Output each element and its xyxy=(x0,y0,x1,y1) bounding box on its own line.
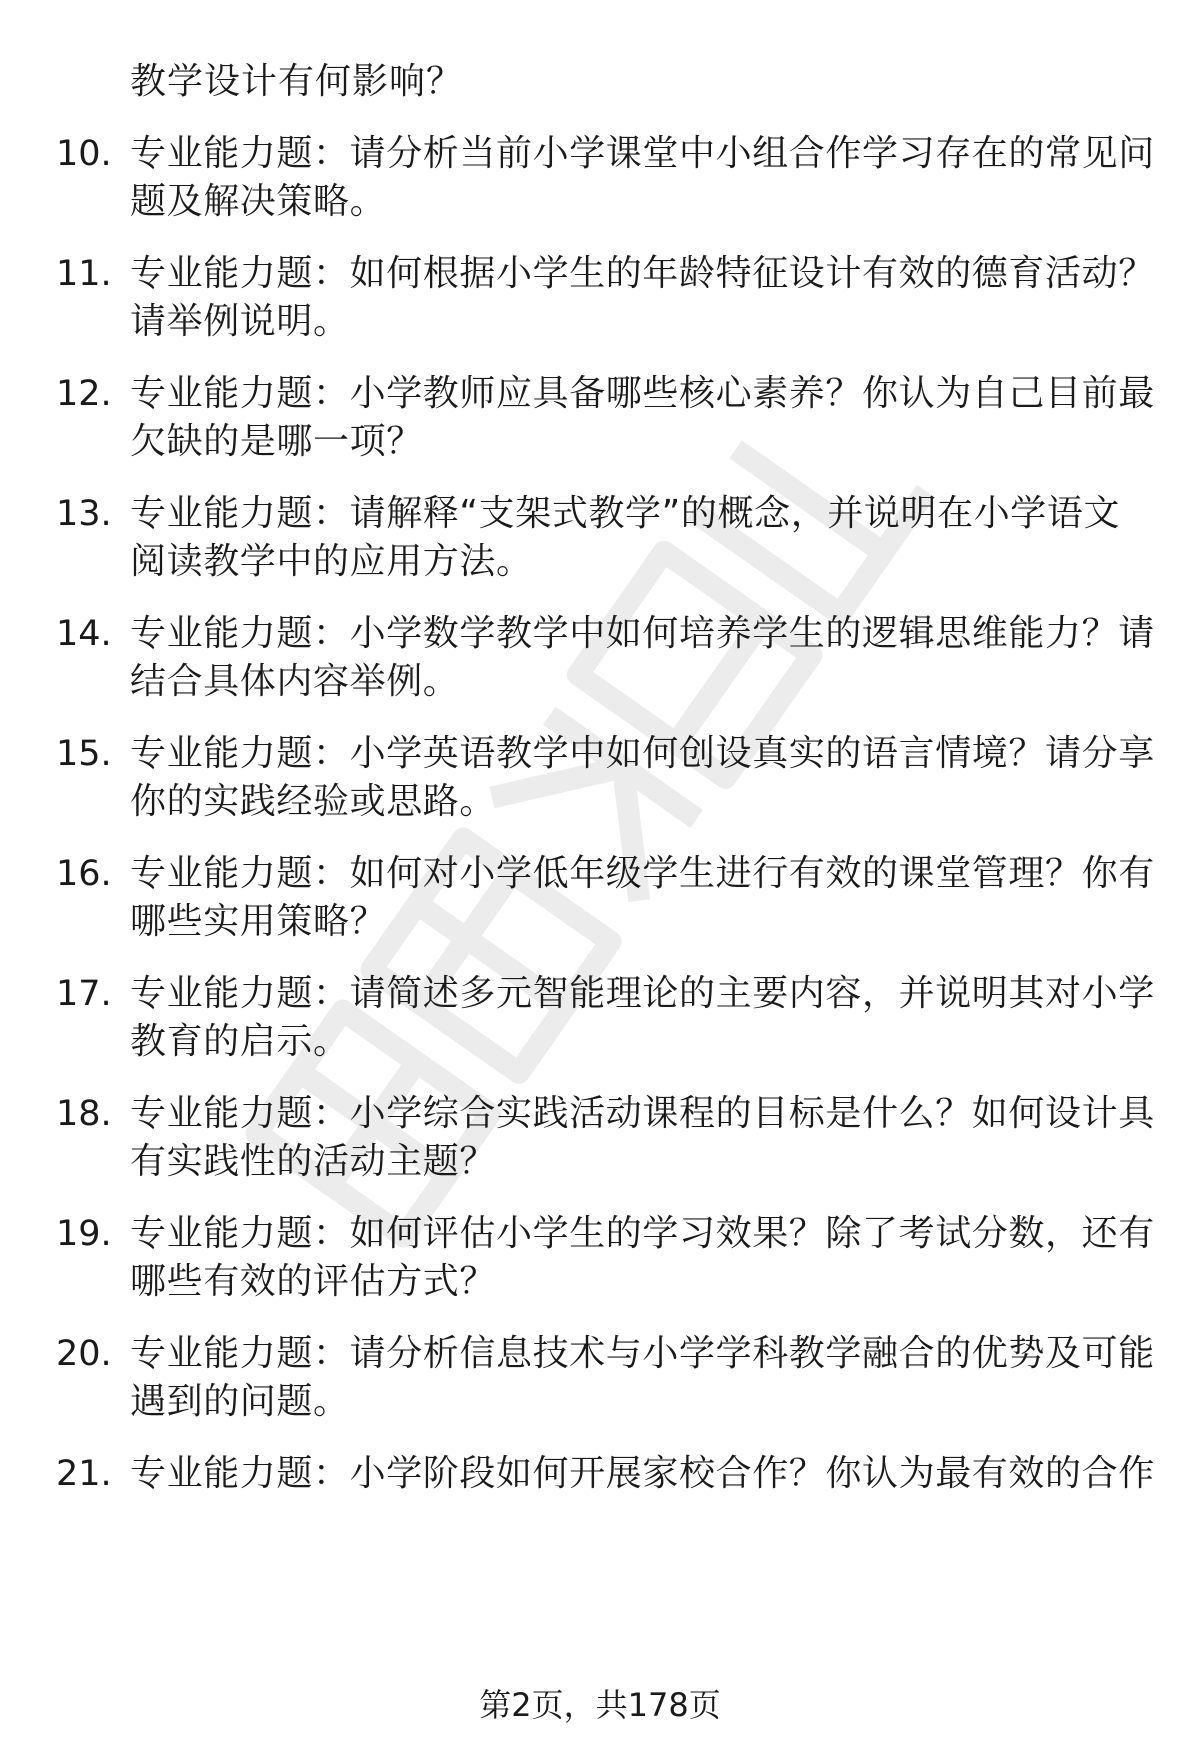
question-line: 题及解决策略。 xyxy=(130,181,387,222)
question-number: 11. xyxy=(56,254,112,294)
question-number: 19. xyxy=(56,1214,112,1254)
question-text xyxy=(130,610,1155,706)
question-item xyxy=(0,370,1200,470)
question-number: 13. xyxy=(56,494,112,534)
question-line: 欠缺的是哪一项？ xyxy=(130,421,423,462)
question-line: 专业能力题：小学教师应具备哪些核心素养？你认为自己目前最 xyxy=(130,373,1155,414)
question-line: 你的实践经验或思路。 xyxy=(130,781,497,822)
question-item xyxy=(0,250,1200,350)
question-line: 哪些实用策略？ xyxy=(130,901,387,942)
question-line: 专业能力题：请分析当前小学课堂中小组合作学习存在的常见问 xyxy=(130,133,1155,174)
question-item xyxy=(0,130,1200,230)
question-line: 专业能力题：小学综合实践活动课程的目标是什么？如何设计具 xyxy=(130,1093,1155,1134)
question-line: 专业能力题：如何评估小学生的学习效果？除了考试分数，还有 xyxy=(130,1213,1155,1254)
question-text xyxy=(130,850,1155,946)
question-number: 12. xyxy=(56,374,112,414)
question-number: 16. xyxy=(56,854,112,894)
question-number: 17. xyxy=(56,974,112,1014)
question-text xyxy=(130,370,1155,466)
question-line: 结合具体内容举例。 xyxy=(130,661,460,702)
question-text xyxy=(130,1210,1155,1306)
question-line: 专业能力题：如何对小学低年级学生进行有效的课堂管理？你有 xyxy=(130,853,1155,894)
question-number: 15. xyxy=(56,734,112,774)
question-line: 专业能力题：小学数学教学中如何培养学生的逻辑思维能力？请 xyxy=(130,613,1155,654)
continuation-text: 教学设计有何影响？ xyxy=(130,61,464,102)
question-text xyxy=(130,730,1155,826)
question-line: 专业能力题：小学阶段如何开展家校合作？你认为最有效的合作 xyxy=(130,1453,1155,1494)
question-text xyxy=(130,130,1155,226)
question-text xyxy=(130,250,1155,346)
question-line: 专业能力题：请简述多元智能理论的主要内容，并说明其对小学 xyxy=(130,973,1155,1014)
question-line: 专业能力题：小学英语教学中如何创设真实的语言情境？请分享 xyxy=(130,733,1155,774)
question-line: 哪些有效的评估方式？ xyxy=(130,1261,497,1302)
question-line: 专业能力题：如何根据小学生的年龄特征设计有效的德育活动？ xyxy=(130,253,1155,294)
page-number-footer: 第2页，共178页 xyxy=(479,1686,721,1724)
question-text xyxy=(130,1090,1155,1186)
question-number: 18. xyxy=(56,1094,112,1134)
question-text xyxy=(130,1450,1155,1498)
question-number: 14. xyxy=(56,614,112,654)
question-line: 遇到的问题。 xyxy=(130,1381,350,1422)
question-item xyxy=(0,850,1200,950)
question-text xyxy=(130,970,1155,1066)
question-line: 教育的启示。 xyxy=(130,1021,350,1062)
question-number: 20. xyxy=(56,1334,112,1374)
question-line: 有实践性的活动主题？ xyxy=(130,1141,497,1182)
question-item xyxy=(0,1330,1200,1430)
question-item xyxy=(0,490,1200,590)
question-item xyxy=(0,970,1200,1070)
question-item xyxy=(0,730,1200,830)
question-number: 10. xyxy=(56,134,112,174)
question-line: 专业能力题：请解释“支架式教学”的概念，并说明在小学语文 xyxy=(130,493,1121,534)
question-line: 专业能力题：请分析信息技术与小学学科教学融合的优势及可能 xyxy=(130,1333,1155,1374)
question-line: 请举例说明。 xyxy=(130,301,350,342)
question-item xyxy=(0,1450,1200,1550)
question-line: 阅读教学中的应用方法。 xyxy=(130,541,533,582)
question-text xyxy=(130,490,1140,586)
question-number: 21. xyxy=(56,1454,112,1494)
question-item xyxy=(0,1090,1200,1190)
question-item xyxy=(0,610,1200,710)
question-item xyxy=(0,1210,1200,1310)
question-text xyxy=(130,1330,1155,1426)
